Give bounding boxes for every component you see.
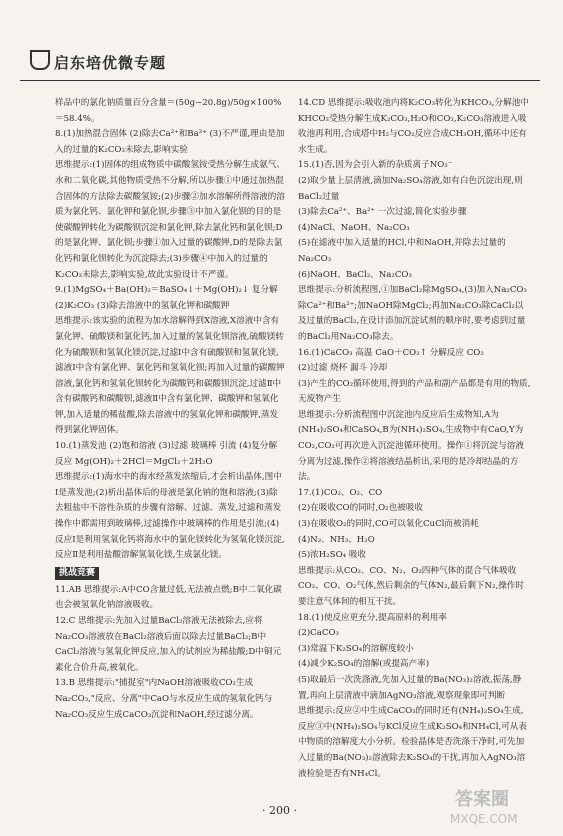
left-p9: 11.AB 思维提示:A中CO含量过低,无法被点燃;B中二氧化碳也会被氢氧化钠溶液吸收。 — [55, 584, 282, 611]
watermark-url: MXQE.COM — [450, 812, 518, 826]
left-p1: 8.(1)加热混合固体 (2)除去Ca²⁺和Ba²⁺ (3)不严谨,理由是加入的过量的K₂CO₃未除去,影响实验 — [55, 129, 285, 155]
right-p12: 17.(1)CO₂、O₂、CO — [298, 487, 383, 498]
right-p19: (2)CaCO₃ — [298, 628, 339, 639]
left-p0: 样品中的氯化钠质量百分含量＝(50g−20.8g)/50g×100%＝58.4%。 — [55, 98, 282, 124]
right-p3: (3)除去Ca²⁺、Ba²⁺ 一次过滤,简化实验步骤 — [298, 207, 467, 218]
page-number: · 200 · — [262, 804, 297, 817]
page-header — [20, 50, 540, 84]
watermark: 答案圈 — [455, 789, 509, 810]
left-p7: 思维提示:(1)海水中的海水经蒸发浓缩后,才会析出晶体,图中Ⅰ是蒸发池;(2)析出晶体后的母液是氯化钠的饱和溶液;(3)除去粗盐中不溶性杂质的步骤有溶解、过滤、蒸发,过滤和蒸发操作中都需用到玻璃棒,过滤操作中玻璃棒的作用是引流;(4)反应Ⅰ是利用氢氧化钙将海水中的氯化镁转化为氢氧化镁沉淀,反应Ⅱ是利用盐酸溶解氢氧化镁,生成氯化镁。 — [55, 472, 285, 561]
right-p7: 思维提示:分析流程图,①加BaCl₂除MgSO₄,(3)加入Na₂CO₃除Ca²⁺和Ba²⁺;加NaOH除MgCl₂;再加Na₂CO₃除CaCl₂以及过量的BaCl₂,在设计添加沉淀试剂的顺序时,要考虑到过量的BaCl₂用Na₂CO₃除去。 — [298, 285, 527, 342]
right-p22: (5)取最后一次洗涤液,先加入过量的Ba(NO₃)₂溶液,振荡,静置,再向上层清液中滴加AgNO₃溶液,观察现象即可判断 — [298, 674, 522, 701]
left-p3: 9.(1)MgSO₄＋Ba(OH)₂＝BaSO₄↓＋Mg(OH)₂↓ 复分解 — [55, 285, 278, 296]
left-p6: 10.(1)蒸发池 (2)饱和溶液 (3)过滤 玻璃棒 引流 (4)复分解反应 Mg(OH)₂＋2HCl＝MgCl₂＋2H₂O — [55, 441, 278, 467]
right-p10: (3)产生的CO₂循环使用,得到的产品和副产品都是有用的物质,无废物产生 — [298, 378, 531, 405]
right-p15: (4)N₂、NH₃、H₂O — [298, 534, 375, 545]
right-p6: (6)NaOH、BaCl₂、Na₂CO₃ — [298, 269, 412, 280]
left-p10: 12.C 思维提示:先加入过量BaCl₂溶液无法被除去,应将Na₂CO₃溶液放在BaCl₂溶液后面以除去过量BaCl₂;B中CaCl₂溶液与氢氧化钾反应,加入的试剂应为稀盐酸;D中铜元素化合价升高,被氧化。 — [55, 616, 282, 673]
trophy-icon — [30, 50, 50, 70]
left-p4: (2)K₂CO₃ (3)除去溶液中的氢氧化钾和碳酸钾 — [55, 300, 230, 311]
section-title: 挑战竞赛 — [55, 567, 99, 580]
right-p13: (2)在吸收CO的同时,O₂也被吸收 — [298, 503, 423, 514]
header-title: 启东培优微专题 — [54, 54, 167, 72]
header-rule — [20, 80, 540, 81]
right-p9: (2)过滤 烧杯 漏斗 冷却 — [298, 363, 388, 374]
right-column — [298, 96, 532, 782]
left-p2: 思维提示:(1)固体的组成物质中碳酸氢铵受热分解生成氨气、水和二氧化碳,其他物质受热不分解,所以步骤①中通过加热混合固体的方法除去碳酸氢铵;(2)步骤②加水溶解所得溶液的溶质为氯化钙、氯化钾和氯化钡,步骤③中加入氯化钡的目的是使碳酸钾转化为碳酸钡沉淀和氯化钾,除去氯化钙和氯化钡;D的是氯化钾、氯化钡;步骤①加入过量的碳酸钾,D的是除去氯化钙和氯化钡转化为沉淀除去;(3)步骤④中加入的过量的K₂CO₃未除去,影响实验,故此实验设计不严谨。 — [55, 160, 285, 280]
header-logo — [30, 50, 166, 73]
right-p14: (3)在吸收O₂的同时,CO可以氧化CuCl而被消耗 — [298, 519, 479, 530]
right-p8: 16.(1)CaCO₃ 高温 CaO＋CO₂↑ 分解反应 CO₂ — [298, 347, 484, 358]
right-p16: (5)浓H₂SO₄ 吸收 — [298, 550, 367, 561]
right-p1: 15.(1)否,因为会引入新的杂质离子NO₃⁻ — [298, 160, 453, 171]
right-p4: (4)NaCl、NaOH、Na₂CO₃ — [298, 222, 410, 233]
right-p2: (2)取少量上层清液,滴加Na₂SO₄溶液,如有白色沉淀出现,则BaCl₂过量 — [298, 175, 523, 202]
right-p21: (4)减少K₂SO₄的溶解(或提高产率) — [298, 659, 430, 670]
right-p5: (5)在滤液中加入适量的HCl,中和NaOH,并除去过量的Na₂CO₃ — [298, 238, 506, 264]
left-column — [55, 96, 285, 723]
right-p23: 思维提示:反应②中生成CaCO₃的同时还有(NH₄)₂SO₄生成,反应③中(NH₄)₂SO₄与KCl反应生成K₂SO₄和NH₄Cl,可从表中物质的溶解度大小分析。检验晶体是否洗涤干净时,可先加入过量的Ba(NO₃)₂溶液除去K₂SO₄的干扰,再加入AgNO₃溶液检验是否有NH₄Cl。 — [298, 706, 527, 779]
left-p11: 13.B 思维提示:"捕捉室"内NaOH溶液吸收CO₂生成Na₂CO₃,"反应、分离"中CaO与水反应生成的氢氧化钙与Na₂CO₃反应生成CaCO₃沉淀和NaOH,经过滤分离。 — [55, 678, 273, 720]
right-p0: 14.CD 思维提示:吸收池内将K₂CO₃转化为KHCO₃,分解池中KHCO₃受热分解生成K₂CO₃,H₂O和CO₂,K₂CO₃溶液进入吸收池再利用,合成塔中H₂与CO₂反应合成CH₃OH,循环中还有水生成。 — [298, 98, 529, 155]
right-p20: (3)常温下K₂SO₄的溶解度较小 — [298, 643, 414, 654]
right-p18: 18.(1)使反应更充分,提高原料的利用率 — [298, 612, 447, 623]
right-p17: 思维提示:从CO₂、CO、N₂、O₂四种气体的混合气体吸收CO₂、CO、O₂气体,然后剩余的气体N₂,最后剩下N₂,操作时要注意气体间的相互干扰。 — [298, 565, 524, 607]
left-p5: 思维提示:该实验的流程为加水溶解得到X溶液,X溶液中含有氯化钾、硫酸镁和氯化钙,加入过量的氢氧化钡溶液,硫酸镁转化为硫酸钡和氢氧化镁沉淀,过滤Ⅰ中含有硫酸钡和氢氧化镁,滤液Ⅰ中含有氯化钾、氯化钙和氢氧化钡;再加入过量的碳酸钾溶液,氯化钙和氢氧化钡转化为碳酸钙和碳酸钡沉淀,过滤Ⅱ中含有碳酸钙和碳酸钡,滤液Ⅱ中含有氯化钾、碳酸钾和氢氧化钾,加入适量的稀盐酸,除去溶液中的氢氧化钾和碳酸钾,蒸发得到氯化钾固体。 — [55, 316, 285, 436]
right-p11: 思维提示:分析流程图中沉淀池内反应后生成物知,A为(NH₄)₂SO₄和CaSO₄,B为(NH₄)₂SO₄,生成物中有CaO,Y为CO₂,CO₂可再次进入沉淀池循环使用。操作①将沉淀与溶液分离为过滤,操作②将溶液结晶析出,采用的是冷却结晶的方法。 — [298, 409, 524, 483]
